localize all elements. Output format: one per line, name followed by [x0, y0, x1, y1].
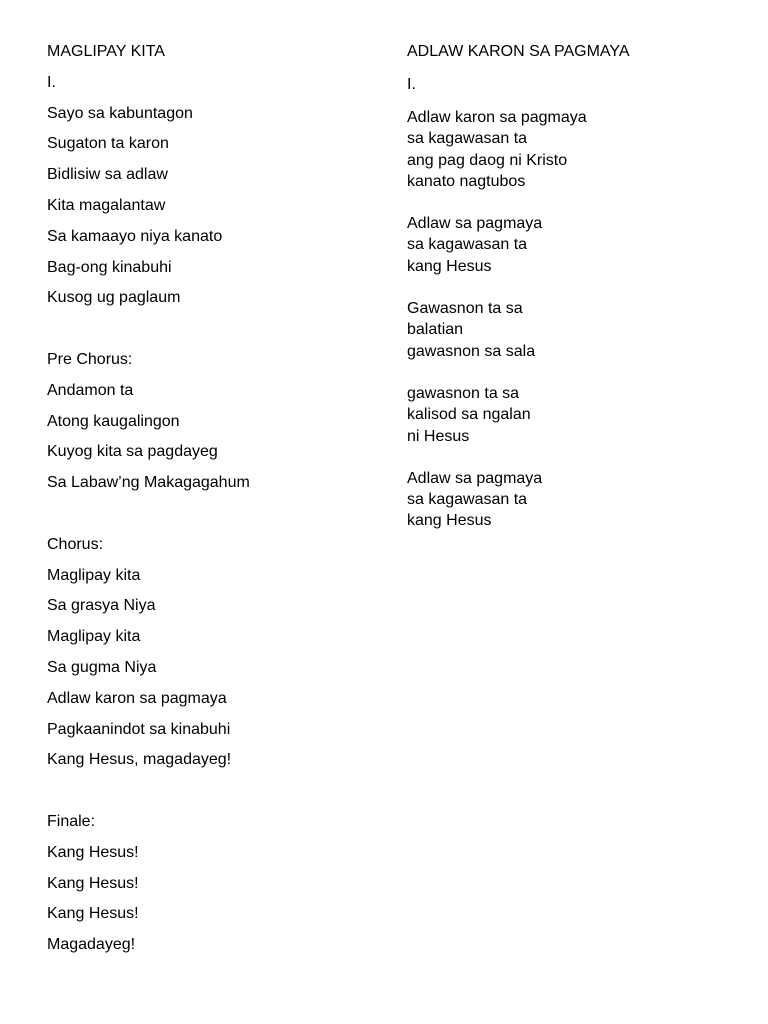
lyric-line: Kusog ug paglaum [47, 289, 181, 307]
lyric-line: Kang Hesus! [47, 874, 139, 892]
stanza [407, 107, 737, 192]
stanza [407, 298, 737, 362]
pre-chorus-block [47, 380, 377, 503]
lyric-line: Adlaw sa pagmaya [407, 469, 543, 487]
lyric-line: Kang Hesus, magadayeg! [47, 751, 232, 769]
song-left [47, 41, 377, 965]
lyric-line: kang Hesus [407, 512, 492, 530]
lyric-line: Atong kaugalingon [47, 412, 180, 430]
lyric-line: kalisod sa ngalan [407, 406, 531, 424]
stanza [407, 383, 737, 447]
lyric-line: sa kagawasan ta [407, 491, 528, 509]
lyric-line: Adlaw karon sa pagmaya [47, 689, 227, 707]
lyric-line: ni Hesus [407, 427, 470, 445]
lyric-line: Maglipay kita [47, 566, 141, 584]
lyric-line: Adlaw sa pagmaya [407, 215, 543, 233]
lyric-line: Sa gugma Niya [47, 658, 157, 676]
spacer [47, 780, 377, 811]
song-right [407, 41, 737, 532]
chorus-block [47, 565, 377, 781]
stanza [407, 468, 737, 532]
lyric-line: Kuyog kita sa pagdayeg [47, 443, 218, 461]
verse-label: I. [407, 76, 416, 93]
lyric-line: balatian [407, 321, 464, 339]
lyric-line: Sa kamaayo niya kanato [47, 227, 223, 245]
lyric-line: Gawasnon ta sa [407, 300, 523, 318]
lyric-line: gawasnon sa sala [407, 342, 536, 360]
verse-block [47, 103, 377, 319]
verse-label: I. [47, 73, 56, 91]
finale-block [47, 842, 377, 965]
lyric-line: Maglipay kita [47, 628, 141, 646]
spacer [47, 503, 377, 534]
lyric-line: ang pag daog ni Kristo [407, 151, 568, 169]
lyric-line: Bidlisiw sa adlaw [47, 166, 168, 184]
lyric-line: Bag-ong kinabuhi [47, 258, 172, 276]
lyric-line: Magadayeg! [47, 936, 136, 954]
pre-chorus-label: Pre Chorus: [47, 350, 133, 368]
lyric-line: Kang Hesus! [47, 843, 139, 861]
lyric-line: sa kagawasan ta [407, 130, 528, 148]
lyric-line: Sayo sa kabuntagon [47, 104, 193, 122]
lyric-line: gawasnon ta sa [407, 384, 520, 402]
spacer [47, 318, 377, 349]
lyric-line: Kang Hesus! [47, 905, 139, 923]
lyric-line: Sa grasya Niya [47, 597, 156, 615]
lyric-line: Pagkaanindot sa kinabuhi [47, 720, 231, 738]
lyric-line: Sugaton ta karon [47, 135, 169, 153]
lyric-line: kanato nagtubos [407, 172, 526, 190]
stanza [407, 213, 737, 277]
lyric-line: Sa Labaw’ng Makagagahum [47, 474, 250, 492]
lyric-line: kang Hesus [407, 257, 492, 275]
song-title: ADLAW KARON SA PAGMAYA [407, 43, 630, 60]
lyric-line: sa kagawasan ta [407, 236, 528, 254]
song-title: MAGLIPAY KITA [47, 43, 165, 60]
lyric-line: Andamon ta [47, 381, 134, 399]
lyric-line: Adlaw karon sa pagmaya [407, 109, 587, 126]
lyric-line: Kita magalantaw [47, 196, 166, 214]
finale-label: Finale: [47, 812, 96, 830]
chorus-label: Chorus: [47, 535, 104, 553]
